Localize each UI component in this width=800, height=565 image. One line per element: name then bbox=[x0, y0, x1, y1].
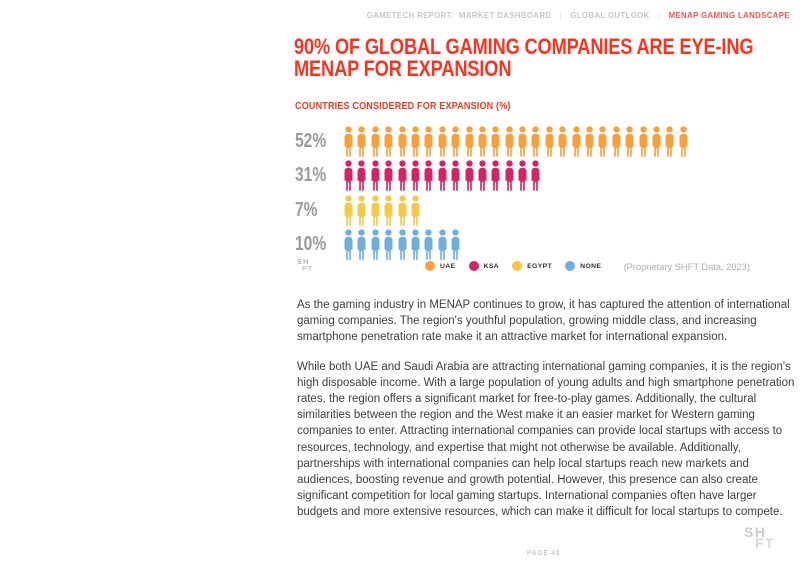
person-icon bbox=[597, 126, 608, 157]
person-icon bbox=[464, 160, 475, 191]
shft-logo-small bbox=[297, 258, 313, 272]
person-icon bbox=[410, 126, 421, 157]
person-icon bbox=[584, 126, 595, 157]
shft-logo-large-bottom: FT bbox=[755, 535, 776, 551]
person-icon bbox=[410, 195, 421, 226]
pictogram-row-egypt bbox=[295, 195, 795, 226]
paragraph-2: While both UAE and Saudi Arabia are attracting international gaming companies, it is the region's high disposable income. With a large population of young adults and high smartphone penetration rates, the region offers a significant market for free-to-play games. Additionally, the cultural similarities between the region and the West make it an easier market for Western gaming companies to enter. Attracting international companies can provide local startups with access to resources, technology, and expertise that might not otherwise be available. Additionally, partnerships with international companies can help local startups reach new markets and audiences, boosting revenue and growth potential. However, this presence can also create significant competition for local gaming startups. International companies often have larger budgets and more extensive resources, which can make it difficult for local startups to compete. bbox=[297, 360, 795, 519]
person-icon bbox=[423, 229, 434, 260]
person-icon bbox=[651, 126, 662, 157]
shft-logo-small-top: SH bbox=[297, 257, 310, 266]
icon-strip-egypt bbox=[343, 195, 421, 226]
person-icon bbox=[437, 160, 448, 191]
person-icon bbox=[343, 160, 354, 191]
legend-item-uae bbox=[425, 261, 456, 271]
person-icon bbox=[517, 126, 528, 157]
person-icon bbox=[383, 195, 394, 226]
chart-footer-row bbox=[295, 257, 792, 283]
person-icon bbox=[678, 126, 689, 157]
person-icon bbox=[356, 160, 367, 191]
breadcrumb-item-market-dashboard[interactable]: GAMETECH REPORT: MARKET DASHBOARD bbox=[366, 10, 552, 20]
person-icon bbox=[611, 126, 622, 157]
icon-strip-none bbox=[343, 229, 461, 260]
person-icon bbox=[490, 126, 501, 157]
icon-strip-uae bbox=[343, 126, 689, 157]
person-icon bbox=[571, 126, 582, 157]
legend-dot-uae bbox=[425, 261, 435, 271]
person-icon bbox=[477, 126, 488, 157]
person-icon bbox=[544, 126, 555, 157]
person-icon bbox=[410, 229, 421, 260]
person-icon bbox=[638, 126, 649, 157]
pictogram-row-uae bbox=[295, 126, 795, 157]
person-icon bbox=[356, 229, 367, 260]
person-icon bbox=[450, 229, 461, 260]
person-icon bbox=[450, 126, 461, 157]
person-icon bbox=[557, 126, 568, 157]
person-icon bbox=[397, 195, 408, 226]
person-icon bbox=[410, 160, 421, 191]
person-icon bbox=[370, 126, 381, 157]
pictogram-row-none bbox=[295, 229, 795, 260]
person-icon bbox=[383, 126, 394, 157]
shft-logo-large bbox=[744, 526, 775, 550]
person-icon bbox=[370, 229, 381, 260]
person-icon bbox=[490, 160, 501, 191]
person-icon bbox=[356, 126, 367, 157]
row-value-label: 52% bbox=[295, 130, 327, 152]
shft-logo-large-top: SH bbox=[744, 524, 767, 540]
breadcrumb-separator: | bbox=[559, 10, 563, 20]
person-icon bbox=[437, 126, 448, 157]
person-icon bbox=[423, 160, 434, 191]
legend-label-ksa: KSA bbox=[483, 262, 500, 270]
person-icon bbox=[464, 126, 475, 157]
person-icon bbox=[664, 126, 675, 157]
person-icon bbox=[370, 160, 381, 191]
legend-item-ksa bbox=[469, 261, 500, 271]
person-icon bbox=[504, 160, 515, 191]
legend-dot-egypt bbox=[512, 261, 522, 271]
row-value-label: 31% bbox=[295, 164, 327, 187]
legend-label-egypt: EGYPT bbox=[527, 262, 553, 270]
person-icon bbox=[530, 160, 541, 191]
person-icon bbox=[383, 229, 394, 260]
person-icon bbox=[356, 195, 367, 226]
page-number: PAGE 42 bbox=[526, 550, 561, 557]
chart-title: COUNTRIES CONSIDERED FOR EXPANSION (%) bbox=[295, 100, 511, 112]
person-icon bbox=[397, 229, 408, 260]
pictogram-chart bbox=[295, 126, 795, 264]
person-icon bbox=[504, 126, 515, 157]
person-icon bbox=[423, 126, 434, 157]
row-value-label: 7% bbox=[295, 198, 318, 221]
row-value-label: 10% bbox=[295, 233, 327, 256]
person-icon bbox=[397, 160, 408, 191]
legend-item-none bbox=[565, 261, 601, 271]
person-icon bbox=[530, 126, 541, 157]
person-icon bbox=[450, 160, 461, 191]
legend-label-none: NONE bbox=[580, 262, 602, 270]
person-icon bbox=[517, 160, 528, 191]
data-source-note: (Proprietary SHFT Data, 2023) bbox=[623, 262, 750, 272]
breadcrumb-item-menap-gaming-landscape[interactable]: MENAP GAMING LANDSCAPE bbox=[668, 10, 790, 20]
legend-dot-none bbox=[565, 261, 575, 271]
person-icon bbox=[477, 160, 488, 191]
page-title-line2: MENAP FOR EXPANSION bbox=[294, 55, 512, 81]
person-icon bbox=[343, 229, 354, 260]
legend-label-uae: UAE bbox=[440, 262, 456, 270]
breadcrumb bbox=[367, 10, 790, 20]
paragraph-1: As the gaming industry in MENAP continues to grow, it has captured the attention of international gaming companies. The region's youthful population, growing middle class, and increasing smartphone penetration rate make it an attractive market for international expansion. bbox=[297, 299, 790, 344]
page-title bbox=[294, 36, 753, 79]
chart-legend bbox=[425, 261, 601, 271]
breadcrumb-item-global-outlook[interactable]: GLOBAL OUTLOOK bbox=[570, 10, 650, 20]
breadcrumb-separator: | bbox=[657, 10, 661, 20]
legend-dot-ksa bbox=[469, 261, 479, 271]
person-icon bbox=[343, 126, 354, 157]
person-icon bbox=[383, 160, 394, 191]
person-icon bbox=[624, 126, 635, 157]
legend-item-egypt bbox=[512, 261, 552, 271]
pictogram-row-ksa bbox=[295, 160, 795, 191]
shft-logo-small-bottom: FT bbox=[302, 264, 314, 273]
person-icon bbox=[437, 229, 448, 260]
person-icon bbox=[343, 195, 354, 226]
page-title-line1: 90% OF GLOBAL GAMING COMPANIES ARE EYE-ING bbox=[294, 34, 754, 59]
icon-strip-ksa bbox=[343, 160, 541, 191]
body-text bbox=[297, 297, 797, 521]
person-icon bbox=[370, 195, 381, 226]
person-icon bbox=[397, 126, 408, 157]
